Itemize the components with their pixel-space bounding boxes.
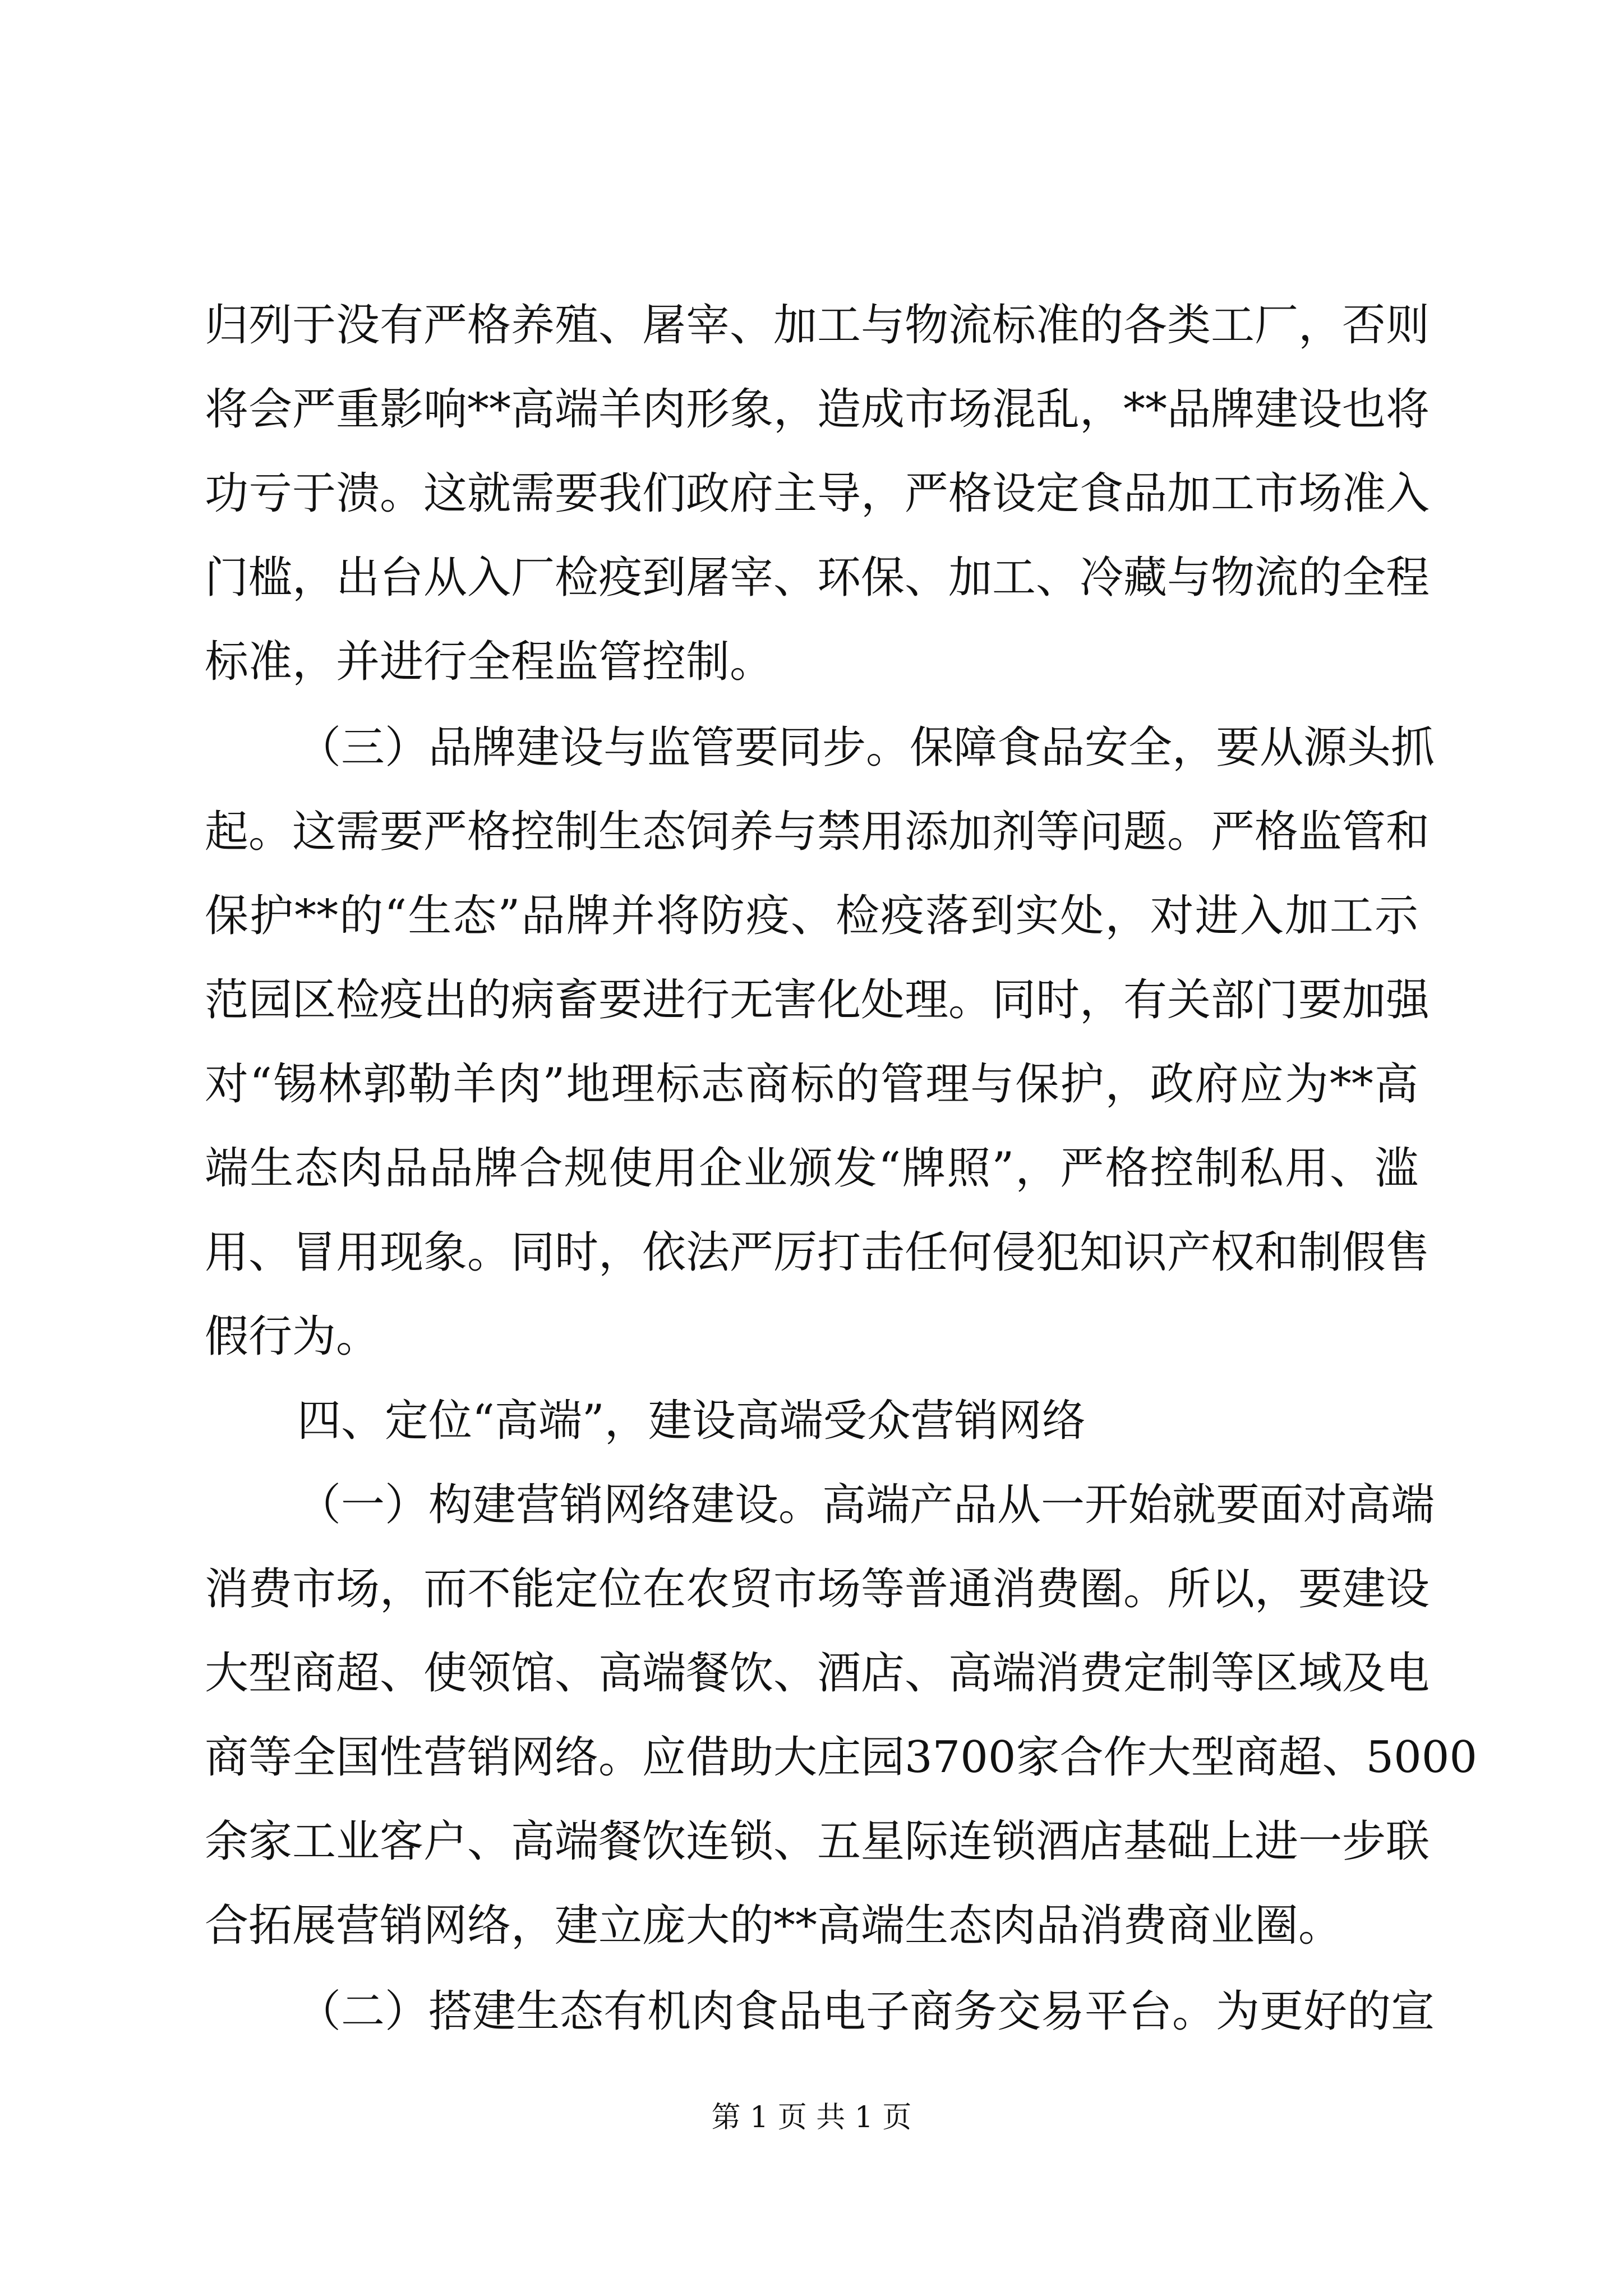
paragraph-line: 余家工业客户、高端餐饮连锁、五星际连锁酒店基础上进一步联 (205, 1816, 1430, 1867)
paragraph-line: （二）搭建生态有机肉食品电子商务交易平台。为更好的宣 (297, 1986, 1435, 2037)
page-footer: 第 1 页 共 1 页 (711, 2101, 912, 2134)
paragraph-line: 端生态肉品品牌合规使用企业颁发“牌照”，严格控制私用、滥 (205, 1143, 1418, 1194)
paragraph-line: 功亏于溃。这就需要我们政府主导，严格设定食品加工市场准入 (205, 468, 1430, 519)
paragraph-line: 门槛，出台从入厂检疫到屠宰、环保、加工、冷藏与物流的全程 (205, 553, 1430, 603)
paragraph-line: 消费市场，而不能定位在农贸市场等普通消费圈。所以，要建设 (205, 1564, 1430, 1614)
paragraph-line: （一）构建营销网络建设。高端产品从一开始就要面对高端 (297, 1480, 1435, 1530)
paragraph-line: 用、冒用现象。同时，依法严厉打击任何侵犯知识产权和制假售 (205, 1227, 1430, 1278)
section-heading: 四、定位“高端”，建设高端受众营销网络 (297, 1396, 1086, 1446)
paragraph-line: 假行为。 (205, 1312, 380, 1362)
paragraph-line: 将会严重影响**高端羊肉形象，造成市场混乱，**品牌建设也将 (205, 384, 1430, 435)
paragraph-line: 范园区检疫出的病畜要进行无害化处理。同时，有关部门要加强 (205, 975, 1430, 1025)
paragraph-line: （三）品牌建设与监管要同步。保障食品安全，要从源头抓 (297, 723, 1435, 773)
paragraph-line: 合拓展营销网络，建立庞大的**高端生态肉品消费商业圈。 (205, 1901, 1343, 1951)
paragraph-line: 对“锡林郭勒羊肉”地理标志商标的管理与保护，政府应为**高 (205, 1059, 1418, 1110)
paragraph-line: 归列于没有严格养殖、屠宰、加工与物流标准的各类工厂，否则 (205, 300, 1430, 351)
paragraph-line: 大型商超、使领馆、高端餐饮、酒店、高端消费定制等区域及电 (205, 1648, 1430, 1699)
paragraph-line: 保护**的“生态”品牌并将防疫、检疫落到实处，对进入加工示 (205, 891, 1418, 941)
paragraph-line: 商等全国性营销网络。应借助大庄园3700家合作大型商超、5000 (205, 1732, 1478, 1783)
paragraph-line: 标准，并进行全程监管控制。 (205, 637, 774, 687)
paragraph-line: 起。这需要严格控制生态饲养与禁用添加剂等问题。严格监管和 (205, 807, 1430, 857)
